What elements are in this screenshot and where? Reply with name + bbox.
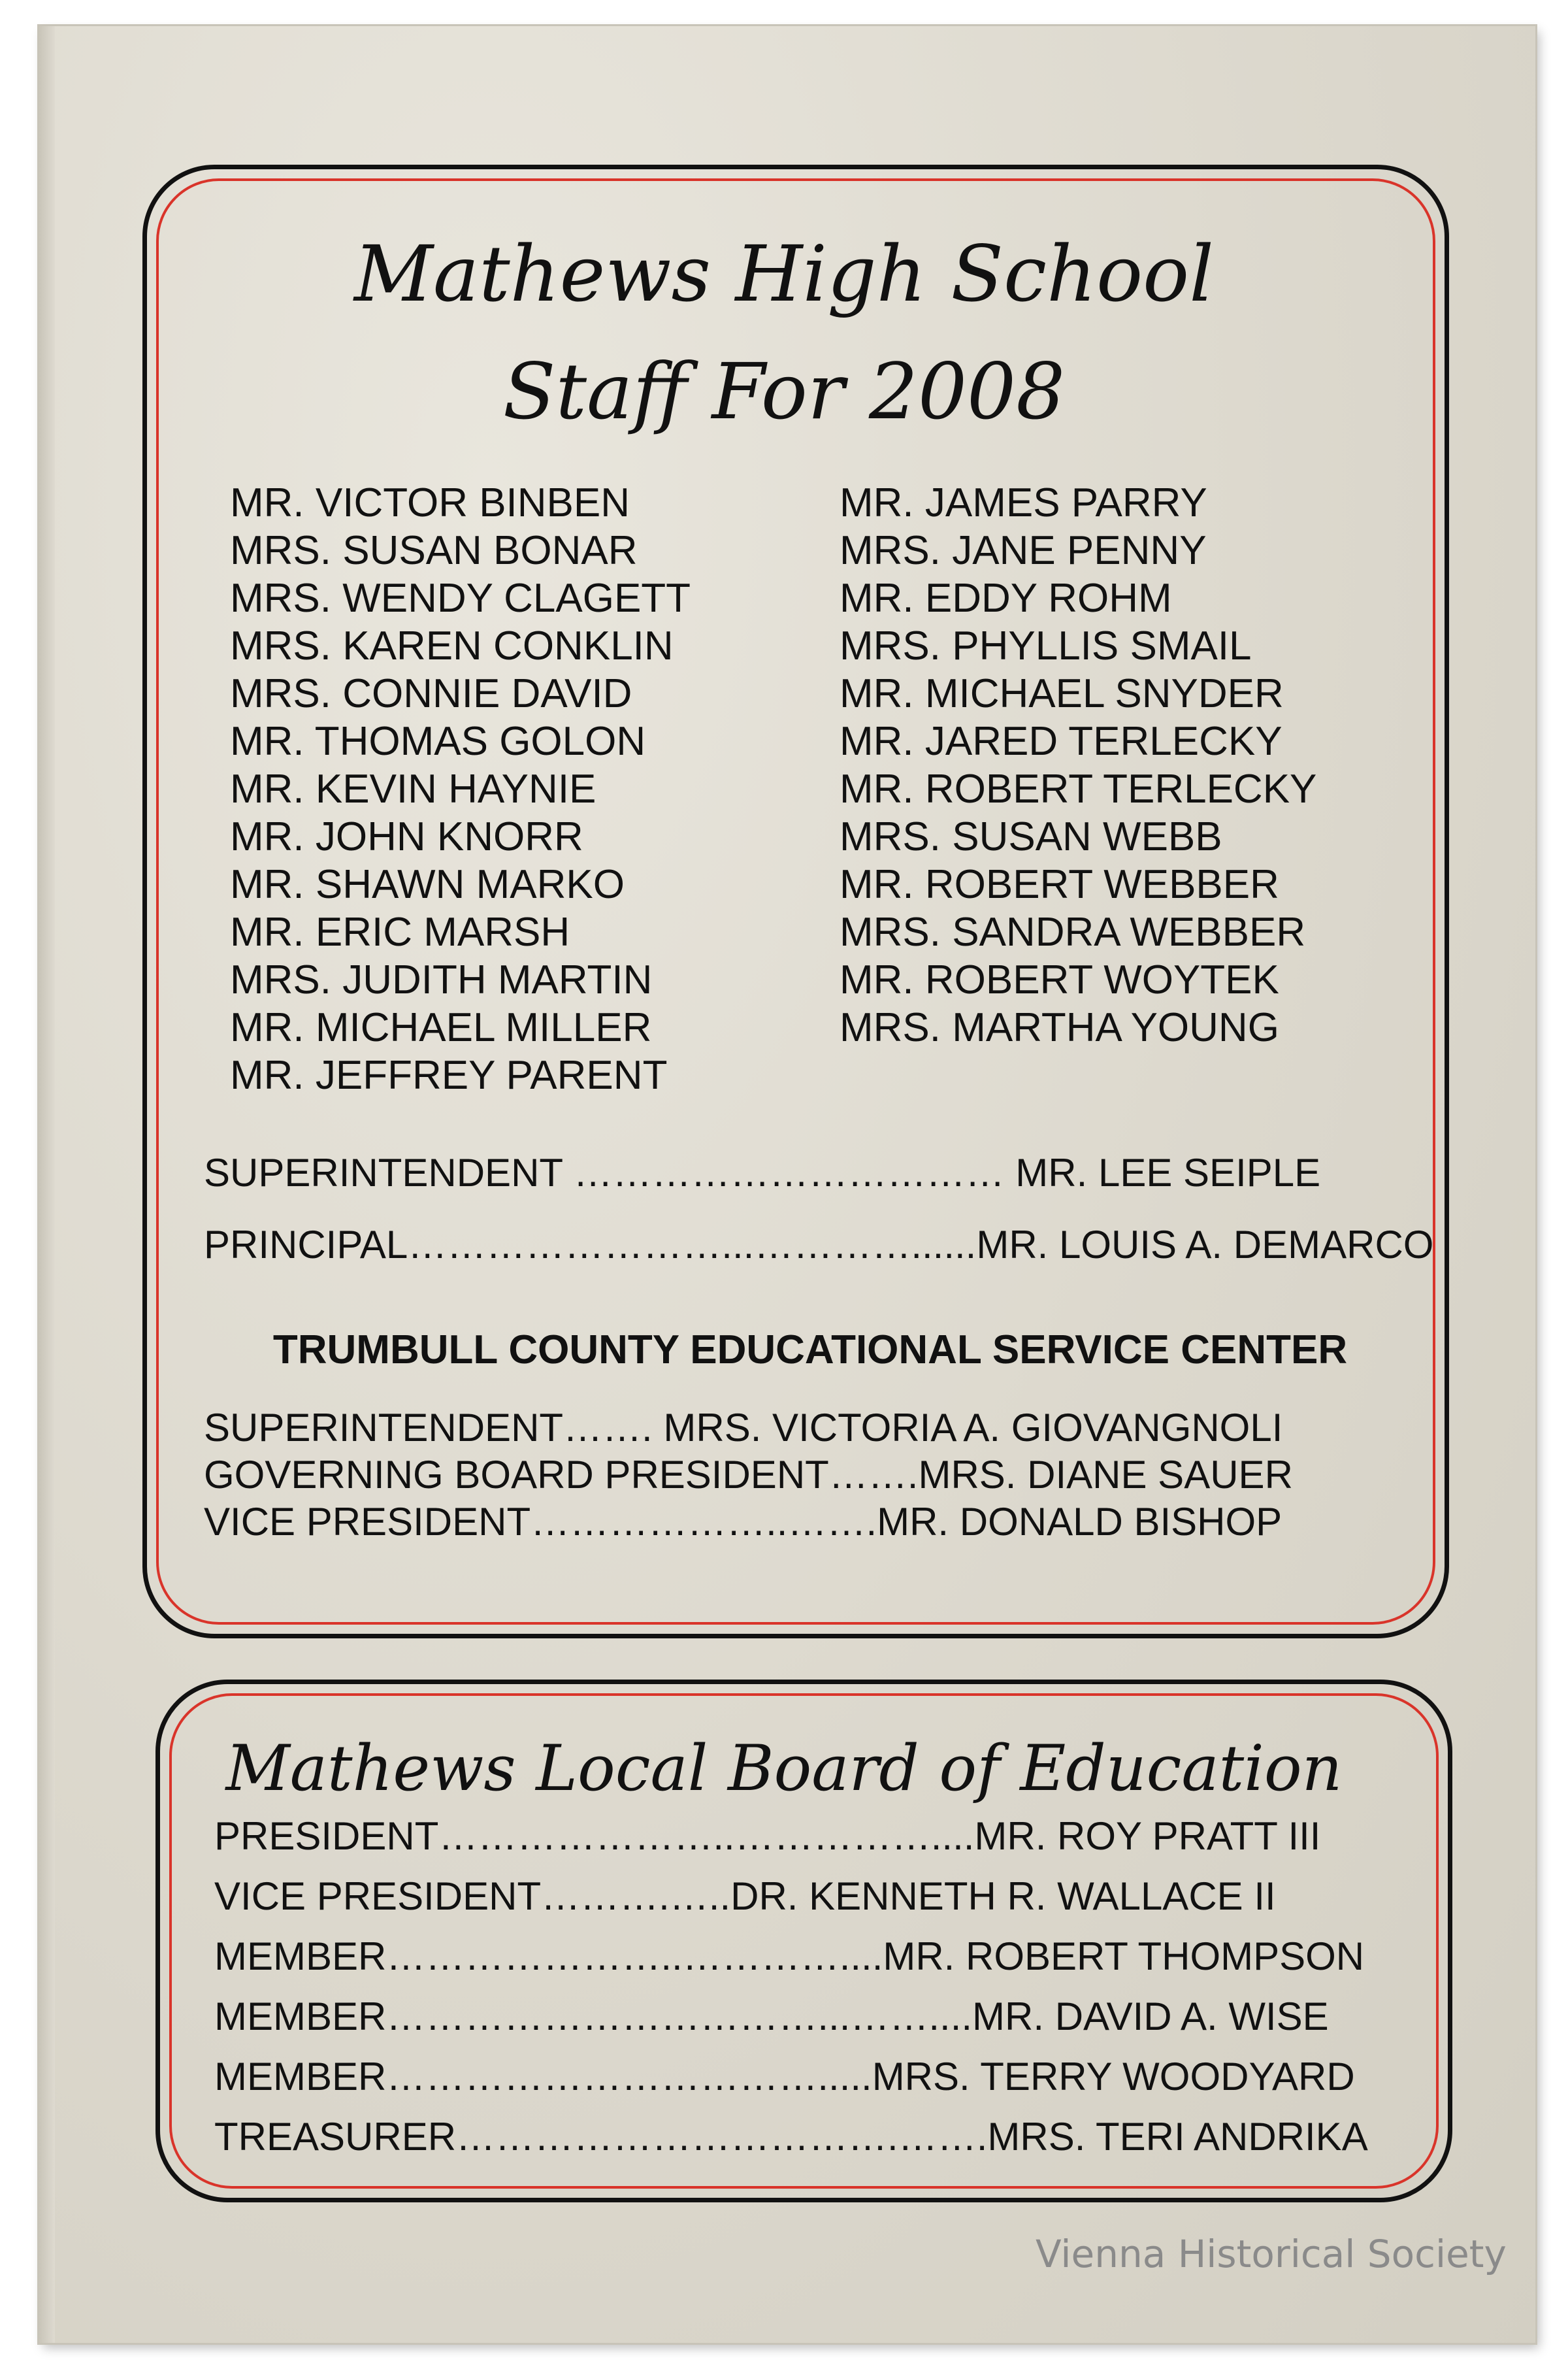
staff-name: MRS. SUSAN BONAR — [230, 528, 638, 573]
staff-name: MRS. SUSAN WEBB — [840, 814, 1222, 859]
board-member-line: MEMBER……………………………...……....MR. DAVID A. WISE — [214, 1995, 1329, 2038]
staff-name: MRS. SANDRA WEBBER — [840, 910, 1306, 955]
staff-name: MR. ROBERT WOYTEK — [840, 957, 1279, 1002]
staff-list-left — [230, 479, 691, 1099]
staff-name: MRS. JUDITH MARTIN — [230, 957, 653, 1002]
board-vice-president-line: VICE PRESIDENT……….…..DR. KENNETH R. WALLACE II — [214, 1874, 1276, 1918]
staff-list-right — [840, 479, 1316, 1052]
staff-year-title: Staff For 2008 — [502, 346, 1066, 437]
staff-name: MR. EDDY ROHM — [840, 576, 1172, 621]
staff-name: MR. JAMES PARRY — [840, 480, 1207, 525]
staff-name: MRS. PHYLLIS SMAIL — [840, 623, 1252, 669]
staff-name: MR. ERIC MARSH — [230, 910, 570, 955]
staff-name: MR. VICTOR BINBEN — [230, 480, 630, 525]
school-title: Mathews High School — [354, 229, 1214, 319]
staff-name: MR. JOHN KNORR — [230, 814, 583, 859]
board-treasurer-line: TREASURER…………………………….…….MRS. TERI ANDRIKA — [214, 2115, 1368, 2159]
staff-name: MRS. MARTHA YOUNG — [840, 1005, 1279, 1050]
district-superintendent-line: SUPERINTENDENT …………………………… MR. LEE SEIPLE — [204, 1151, 1321, 1195]
board-member-line: MEMBER…………………………….....MRS. TERRY WOODYARD — [214, 2055, 1355, 2098]
board-title: Mathews Local Board of Education — [225, 1732, 1343, 1805]
county-vice-president-line: VICE PRESIDENT………………..…….MR. DONALD BISHOP — [204, 1500, 1282, 1544]
watermark-text: Vienna Historical Society — [1036, 2232, 1507, 2276]
staff-name: MR. MICHAEL MILLER — [230, 1005, 652, 1050]
county-superintendent-line: SUPERINTENDENT……. MRS. VICTORIA A. GIOVANGNOLI — [204, 1406, 1283, 1450]
board-president-line: PRESIDENT…………………..……………....MR. ROY PRATT III — [214, 1814, 1321, 1858]
staff-name: MR. SHAWN MARKO — [230, 862, 625, 907]
district-principal-line: PRINCIPAL……………………...…………......MR. LOUIS A. DEMARCO — [204, 1223, 1434, 1267]
staff-name: MRS. CONNIE DAVID — [230, 671, 632, 716]
staff-name: MR. THOMAS GOLON — [230, 719, 646, 764]
staff-name: MR. JARED TERLECKY — [840, 719, 1282, 764]
staff-name: MR. MICHAEL SNYDER — [840, 671, 1284, 716]
staff-name: MR. JEFFREY PARENT — [230, 1053, 668, 1098]
staff-name: MR. ROBERT TERLECKY — [840, 767, 1317, 812]
board-member-line: MEMBER…………………..…………....MR. ROBERT THOMPSON — [214, 1934, 1365, 1978]
staff-name: MR. KEVIN HAYNIE — [230, 767, 596, 812]
county-heading: TRUMBULL COUNTY EDUCATIONAL SERVICE CENTER — [272, 1327, 1348, 1372]
staff-name: MRS. WENDY CLAGETT — [230, 576, 691, 621]
staff-name: MR. ROBERT WEBBER — [840, 862, 1279, 907]
staff-name: MRS. KAREN CONKLIN — [230, 623, 674, 669]
staff-name: MRS. JANE PENNY — [840, 528, 1207, 573]
county-board-president-line: GOVERNING BOARD PRESIDENT…….MRS. DIANE SAUER — [204, 1453, 1293, 1497]
